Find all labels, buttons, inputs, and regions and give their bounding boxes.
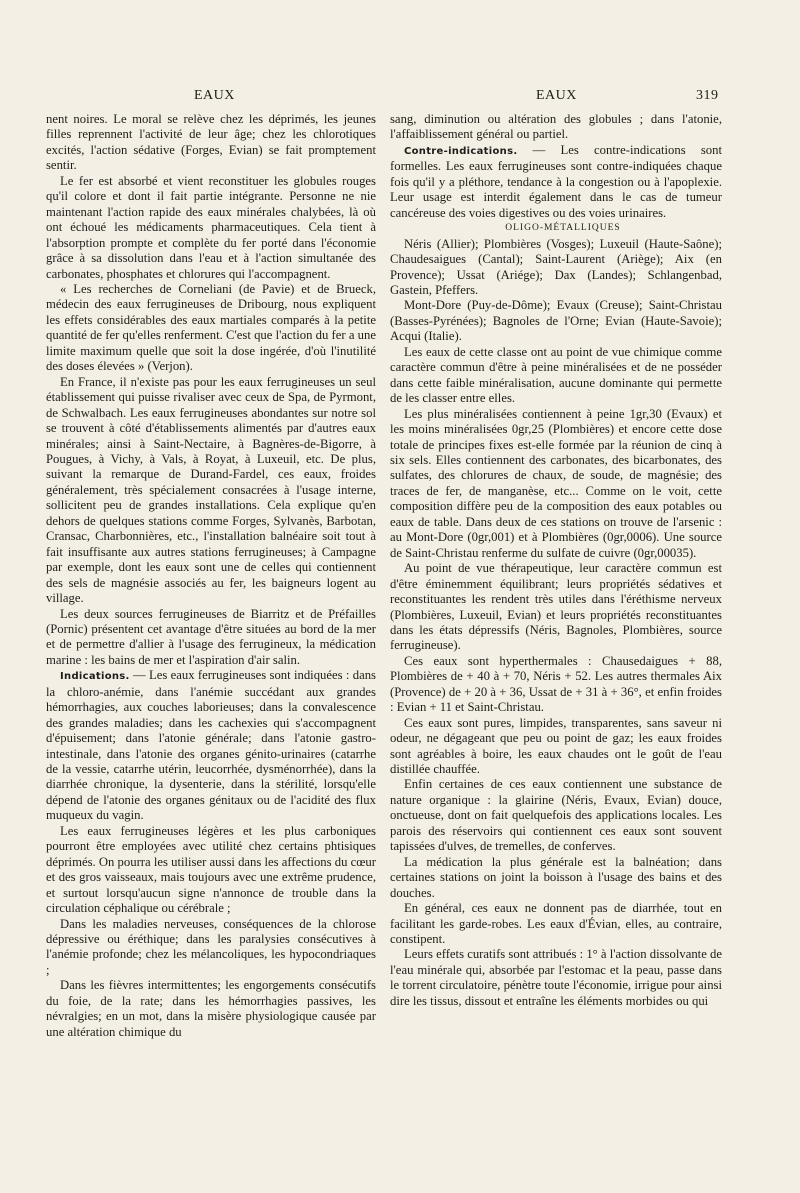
paragraph: Leurs effets curatifs sont attribués : 1° à l'action dissolvante de l'eau minérale qui, absorbée par l'estomac et la peau, passe dans le torrent circulatoire, pénètre toute l'économie, irrigue pour ainsi dire les tissus, dissout et entraîne les éléments morbides ou qui <box>390 947 722 1008</box>
paragraph: Les plus minéralisées contiennent à peine 1gr,30 (Evaux) et les moins minéralisées 0gr,25 (Plombières) et encore cette dose totale de principes fixes est-elle formée par la réunion de cinq à six sels. Elles contiennent des carbonates, des bicarbonates, des sulfates, des chlorures de chaux, de soude, de magnésie; des traces de fer, de manganèse, etc... Comme on le voit, cette composition diffère peu de la composition des eaux potables ou eaux de table. Dans deux de ces stations on trouve de l'arsenic : au Mont-Dore (0gr,001) et à Plombières (0gr,0006). Une source de Saint-Christau renferme du sulfate de cuivre (0gr,00035). <box>390 406 722 560</box>
paragraph: En général, ces eaux ne donnent pas de diarrhée, tout en facilitant les garde-robes. Les eaux d'Évian, elles, au contraire, constipent. <box>390 901 722 947</box>
paragraph: Les deux sources ferrugineuses de Biarritz et de Préfailles (Pornic) présentent cet avantage d'être situées au bord de la mer et de permettre d'allier à l'usage des ferrugineux, la médication marine : les bains de mer et l'aspiration d'air salin. <box>46 606 376 667</box>
indications-heading: Indications. <box>60 671 130 683</box>
indications-paragraph <box>46 668 376 824</box>
paragraph: Dans les maladies nerveuses, conséquences de la chlorose dépressive ou éréthique; dans les paralysies consécutives à l'anémie profonde; chez les mélancoliques, les hypocondriaques ; <box>46 916 376 977</box>
right-running-title: EAUX <box>536 88 577 103</box>
paragraph: Le fer est absorbé et vient reconstituer les globules rouges qu'il colore et dont il fait partie intégrante. Personne ne nie maintenant l'action rapide des eaux minérales chalybées, là où ont échoué les médicaments pharmaceutiques. Cela tient à l'absorption prompte et complète du fer porté dans l'économie grâce à sa dissolution dans l'eau et à l'action simultanée des carbonates, phosphates et chlorures qui l'accompagnent. <box>46 173 376 281</box>
paragraph: Les eaux de cette classe ont au point de vue chimique comme caractère commun d'être à peine minéralisées et de ne posséder dans cette faible minéralisation, aucune dominante qui permette de les classer entre elles. <box>390 344 722 406</box>
right-column <box>390 112 722 1009</box>
contra-indications-heading: Contre-indications. <box>404 145 518 157</box>
running-header <box>0 88 800 108</box>
paragraph: sang, diminution ou altération des globules ; dans l'atonie, l'affaiblissement général ou partiel. <box>390 112 722 142</box>
paragraph: Les eaux ferrugineuses légères et les plus carboniques pourront être employées avec utilité chez certains phtisiques déprimés. On pourra les utiliser aussi dans les affections du cœur et des gros vaisseaux, mais toujours avec une extrême prudence, et surtout lorsqu'aucun signe n'annonce de trouble dans la circulation céphalique ou cérébrale ; <box>46 823 376 916</box>
page-number: 319 <box>696 88 719 103</box>
paragraph: Ces eaux sont hyperthermales : Chausedaigues + 88, Plombières de + 40 à + 70, Néris + 52. Les autres thermales Aix (Provence) de + 20 à + 36, Ussat de + 31 à + 36°, et enfin froides : Evian + 11 et Saint-Christau. <box>390 653 722 715</box>
paragraph: La médication la plus générale est la balnéation; dans certaines stations on joint la boisson à l'usage des bains et des douches. <box>390 854 722 900</box>
left-running-title: EAUX <box>194 88 235 103</box>
paragraph: Mont-Dore (Puy-de-Dôme); Evaux (Creuse); Saint-Christau (Basses-Pyrénées); Bagnoles de l'Orne; Evian (Haute-Savoie); Acqui (Italie). <box>390 298 722 344</box>
paragraph: Enfin certaines de ces eaux contiennent une substance de nature organique : la glairine (Néris, Evaux, Evian) douce, onctueuse, dont on fait quelquefois des applications locales. Les parois des réservoirs qui contiennent ces eaux sont souvent tapissées d'ulves, de tremelles, de conferves. <box>390 777 722 854</box>
paragraph: En France, il n'existe pas pour les eaux ferrugineuses un seul établissement qui puisse rivaliser avec ceux de Spa, de Pyrmont, de Schwalbach. Les eaux ferrugineuses abondantes sur notre sol se trouvent à côté d'établissements alimentés par d'autres eaux minérales; ainsi à Saint-Nectaire, à Bagnères-de-Bigorre, à Pougues, à Vichy, à Vals, à Royat, à Luxeuil, etc. De plus, suivant la remarque de Durand-Fardel, ces eaux, froides généralement, très spécialement consacrées à l'usage interne, sollicitent peu de grandes installations. Cela explique qu'en dehors de quelques stations comme Forges, Sylvanès, Barbotan, Cransac, Charbonnières, etc., l'installation balnéaire soit tout à fait insuffisante aux autres stations ferrugineuses; à Campagne par exemple, dont les eaux sont une de celles qui contiennent des sels de magnésie associés au fer, les baigneurs logent au village. <box>46 374 376 606</box>
contra-indications-text: — Les contre-indications sont formelles. Les eaux ferrugineuses sont contre-indiquées chaque fois qu'il y a pléthore, tendance à la congestion ou à l'apoplexie. Leur usage est interdit également dans le cas de tumeur cancéreuse des voies digestives ou des voies urinaires. <box>390 142 722 220</box>
paragraph: Au point de vue thérapeutique, leur caractère commun est d'être éminemment équilibrant; leurs propriétés sédatives et reconstituantes les rendent très utiles dans l'éréthisme nerveux (Plombières, Luxeuil, Evian) et leurs propriétés reconstituantes dans les états dépressifs (Néris, Bagnoles, Plombières, source ferrugineuse). <box>390 561 722 653</box>
contra-indications-paragraph <box>390 143 722 221</box>
section-title: OLIGO-MÉTALLIQUES <box>505 223 621 234</box>
paragraph: « Les recherches de Corneliani (de Pavie) et de Brueck, médecin des eaux ferrugineuses de Dribourg, nous expliquent les effets considérables des eaux martiales comparés à la petite quantité de fer qu'elles renferment. C'est que l'action du fer a une limite maximum quelle que soit la dose ingérée, d'où l'inutilité des doses élevées » (Verjon). <box>46 281 376 374</box>
left-column <box>46 112 376 1040</box>
indications-text: — Les eaux ferrugineuses sont indiquées : dans la chloro-anémie, dans l'anémie succédant aux grandes hémorrhagies, aux couches laborieuses; dans la convalescence des grandes maladies; dans les cachexies qui s'accompagnent d'épuisement; dans l'atonie générale; dans l'atonie gastro-intestinale, dans l'atonie des organes génito-urinaires (catarrhe de la vessie, catarrhe utérin, leucorrhée, dysménorrhée), dans la diarrhée chronique, la dysenterie, dans la stérilité, lorsqu'elle dépend de l'atonie des organes génitaux ou de l'acidité des flux muqueux du vagin. <box>46 668 376 823</box>
paragraph: Néris (Allier); Plombières (Vosges); Luxeuil (Haute-Saône); Chaudesaigues (Cantal); Saint-Laurent (Ariège); Aix (en Provence); Ussat (Ariége); Dax (Landes); Schlangenbad, Gastein, Pfeffers. <box>390 236 722 297</box>
paragraph: nent noires. Le moral se relève chez les déprimés, les jeunes filles reprennent l'activité de leur âge; chez les chlorotiques excités, l'action sédative (Forges, Evian) se fait promptement sentir. <box>46 112 376 173</box>
paragraph: Dans les fièvres intermittentes; les engorgements consécutifs du foie, de la rate; dans les hémorrhagies passives, les névralgies; en un mot, dans la misère physiologique causée par une altération chimique du <box>46 978 376 1039</box>
paragraph: Ces eaux sont pures, limpides, transparentes, sans saveur ni odeur, ne dégageant que peu ou point de gaz; les eaux froides sont agréables à boire, les eaux chaudes ont le goût de l'eau distillée chauffée. <box>390 715 722 777</box>
